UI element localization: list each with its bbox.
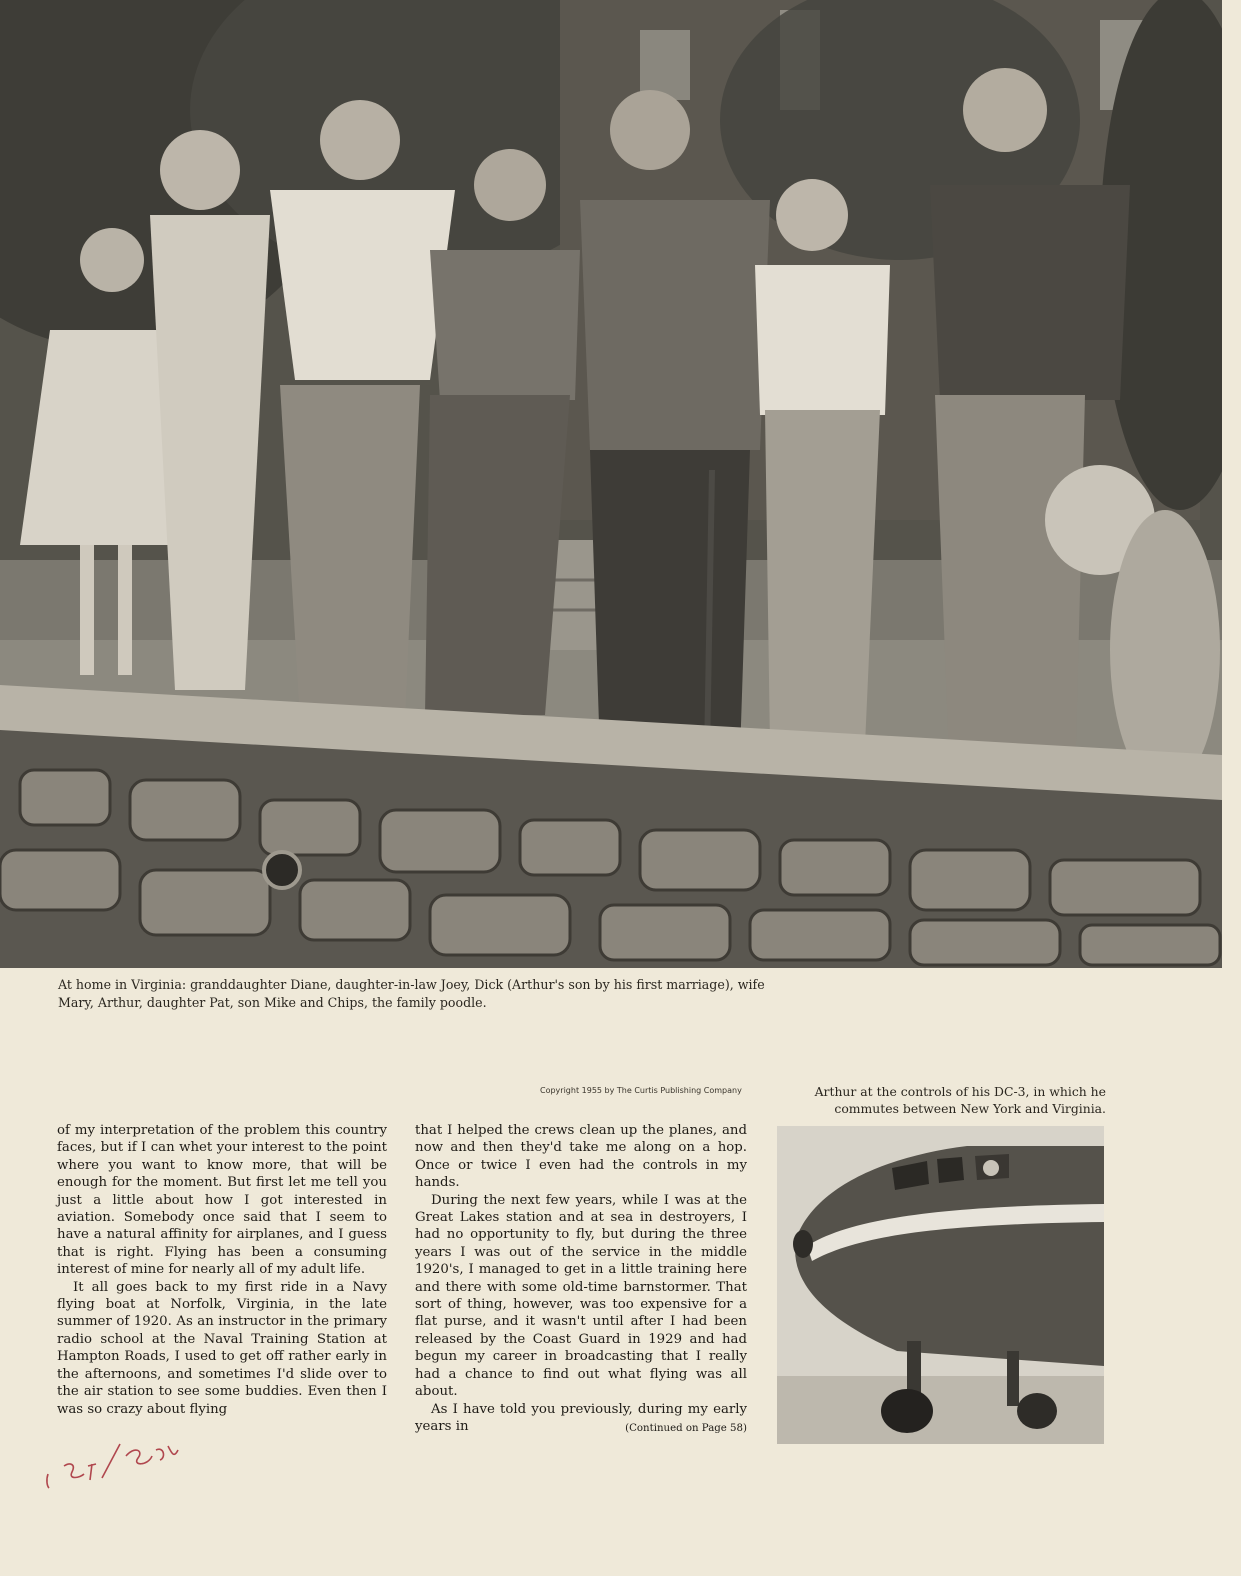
paragraph: that I helped the crews clean up the planes, and now and then they'd take me along on a hop. Once or twice I even had the controls in my hands.: [415, 1123, 747, 1191]
paragraph: of my interpretation of the problem this country faces, but if I can whet your interest to the point where you want to know more, that will be enough for the moment. But first let me tell you just a little about how I got interested in aviation. Somebody once said that I seem to have a natural affinity for airplanes, and I guess that is right. Flying has been a consuming interest of mine for nearly all of my adult life.: [57, 1123, 387, 1278]
handwritten-mark: [40, 1436, 190, 1496]
paragraph-text: As I have told you previously, during my early years in: [415, 1401, 747, 1434]
photo-caption: At home in Virginia: granddaughter Diane, daughter-in-law Joey, Dick (Arthur's son by his first marriage), wife Mary, Arthur, daughter Pat, son Mike and Chips, the family poodle.: [58, 977, 765, 1010]
paragraph: [415, 1401, 747, 1436]
paragraph: It all goes back to my first ride in a Navy flying boat at Norfolk, Virginia, in the late summer of 1920. As an instructor in the primary radio school at the Naval Training Station at Hampton Roads, I used to get off rather early in the afternoons, and sometimes I'd slide over to the air station to see some buddies. Even then I was so crazy about flying: [57, 1279, 387, 1417]
dc3-photo: [777, 1126, 1104, 1444]
article-column-2: [415, 1122, 747, 1437]
plane-photo-caption: Arthur at the controls of his DC-3, in which he commutes between New York and Virginia.: [814, 1084, 1106, 1116]
copyright-notice: Copyright 1955 by The Curtis Publishing Company: [540, 1086, 742, 1095]
paragraph: During the next few years, while I was at the Great Lakes station and at sea in destroyers, I had no opportunity to fly, but during the three years I was out of the service in the middle 1920's, I managed to get in a little training here and there with some old-time barnstormer. That sort of thing, however, was too expensive for a flat purse, and it wasn't until after I had been released by the Coast Guard in 1929 and had begun my career in broadcasting that I really had a chance to find out what flying was all about.: [415, 1192, 747, 1400]
continued-notice: (Continued on Page 58): [625, 1422, 747, 1434]
article-column-1: [57, 1122, 387, 1418]
